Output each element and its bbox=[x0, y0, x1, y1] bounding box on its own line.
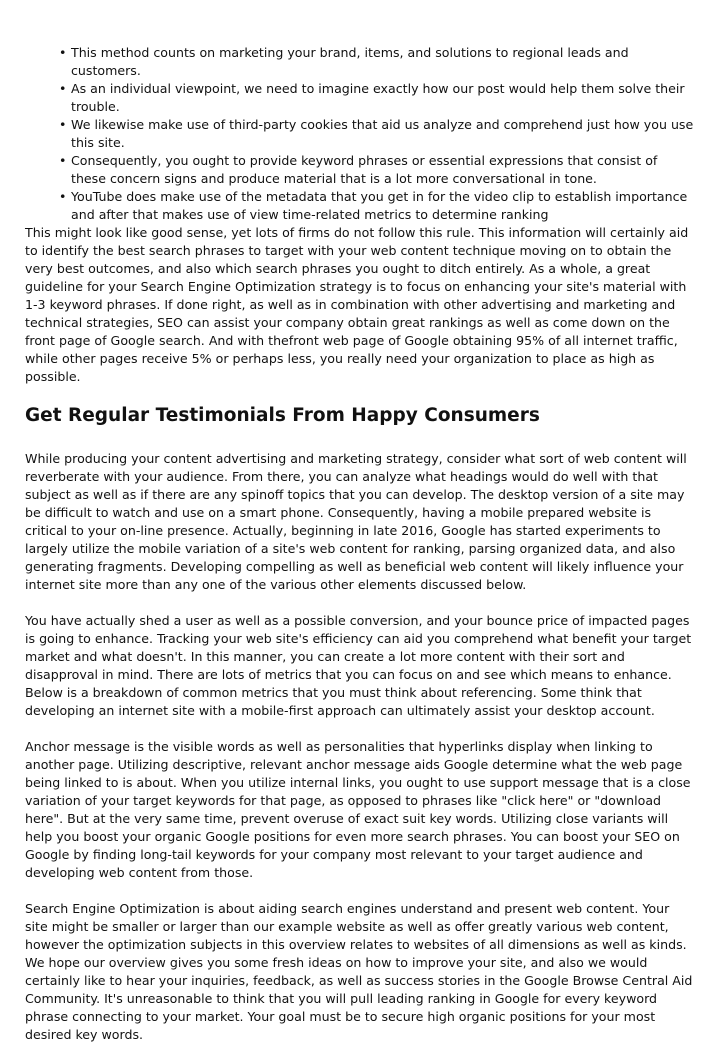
list-item bbox=[59, 188, 695, 224]
bullet-icon: • bbox=[59, 189, 67, 204]
body-paragraph: While producing your content advertising and marketing strategy, consider what sort of web content will reverberate with your audience. From there, you can analyze what headings would do well with that subject as well as if there are any spinoff topics that you can develop. The desktop version of a site may be difficult to watch and use on a smart phone. Consequently, having a mobile prepared website is critical to your on-line presence. Actually, beginning in late 2016, Google has started experiments to largely utilize the mobile variation of a site's web content for ranking, parsing organized data, and also generating fragments. Developing compelling as well as beneficial web content will likely influence your internet site more than any one of the various other elements discussed below. bbox=[25, 451, 687, 592]
list-item-text: As an individual viewpoint, we need to imagine exactly how our post would help them solve their trouble. bbox=[71, 81, 685, 114]
bullet-icon: • bbox=[59, 153, 67, 168]
list-item-text: We likewise make use of third-party cookies that aid us analyze and comprehend just how you use this site. bbox=[71, 117, 694, 150]
list-item bbox=[59, 80, 695, 116]
body-paragraph: Anchor message is the visible words as well as personalities that hyperlinks display when linking to another page. Utilizing descriptive, relevant anchor message aids Google determine what the web page being linked to is about. When you utilize internal links, you ought to use support message that is a close variation of your target keywords for that page, as opposed to phrases like "click here" or "download here". But at the very same time, prevent overuse of exact suit key words. Utilizing close variants will help you boost your organic Google positions for even more search phrases. You can boost your SEO on Google by finding long-tail keywords for your company most relevant to your target audience and developing web content from those. bbox=[25, 739, 691, 880]
list-item bbox=[59, 152, 695, 188]
bullet-list bbox=[25, 44, 695, 224]
list-item-text: YouTube does make use of the metadata that you get in for the video clip to establish importance and after that makes use of view time-related metrics to determine ranking bbox=[71, 189, 688, 222]
body-paragraph: This might look like good sense, yet lots of firms do not follow this rule. This information will certainly aid to identify the best search phrases to target with your web content technique moving on to obtain the very best outcomes, and also which search phrases you ought to ditch entirely. As a whole, a great guideline for your Search Engine Optimization strategy is to focus on enhancing your site's material with 1-3 keyword phrases. If done right, as well as in combination with other advertising and marketing and technical strategies, SEO can assist your company obtain great rankings as well as come down on the front page of Google search. And with thefront web page of Google obtaining 95% of all internet traffic, while other pages receive 5% or perhaps less, you really need your organization to place as high as possible. bbox=[25, 225, 689, 384]
list-item-text: Consequently, you ought to provide keyword phrases or essential expressions that consist of these concern signs and produce material that is a lot more conversational in tone. bbox=[71, 153, 658, 186]
body-paragraph: Search Engine Optimization is about aiding search engines understand and present web content. Your site might be smaller or larger than our example website as well as offer greatly various web content, however the optimization subjects in this overview relates to websites of all dimensions as well as kinds. We hope our overview gives you some fresh ideas on how to improve your site, and also we would certainly like to hear your inquiries, feedback, as well as success stories in the Google Browse Central Aid Community. It's unreasonable to think that you will pull leading ranking in Google for every keyword phrase connecting to your market. Your goal must be to secure high organic positions for your most desired key words. bbox=[25, 901, 693, 1042]
section-heading: Get Regular Testimonials From Happy Consumers bbox=[25, 405, 540, 426]
bullet-icon: • bbox=[59, 81, 67, 96]
list-item bbox=[59, 44, 695, 80]
bullet-icon: • bbox=[59, 117, 67, 132]
list-item-text: This method counts on marketing your brand, items, and solutions to regional leads and customers. bbox=[71, 45, 629, 78]
body-paragraph: You have actually shed a user as well as a possible conversion, and your bounce price of impacted pages is going to enhance. Tracking your web site's efficiency can aid you comprehend what benefit your target market and what doesn't. In this manner, you can create a lot more content with their sort and disapproval in mind. There are lots of metrics that you can focus on and see which means to enhance. Below is a breakdown of common metrics that you must think about referencing. Some think that developing an internet site with a mobile-first approach can ultimately assist your desktop account. bbox=[25, 613, 692, 718]
bullet-icon: • bbox=[59, 45, 67, 60]
list-item bbox=[59, 116, 695, 152]
